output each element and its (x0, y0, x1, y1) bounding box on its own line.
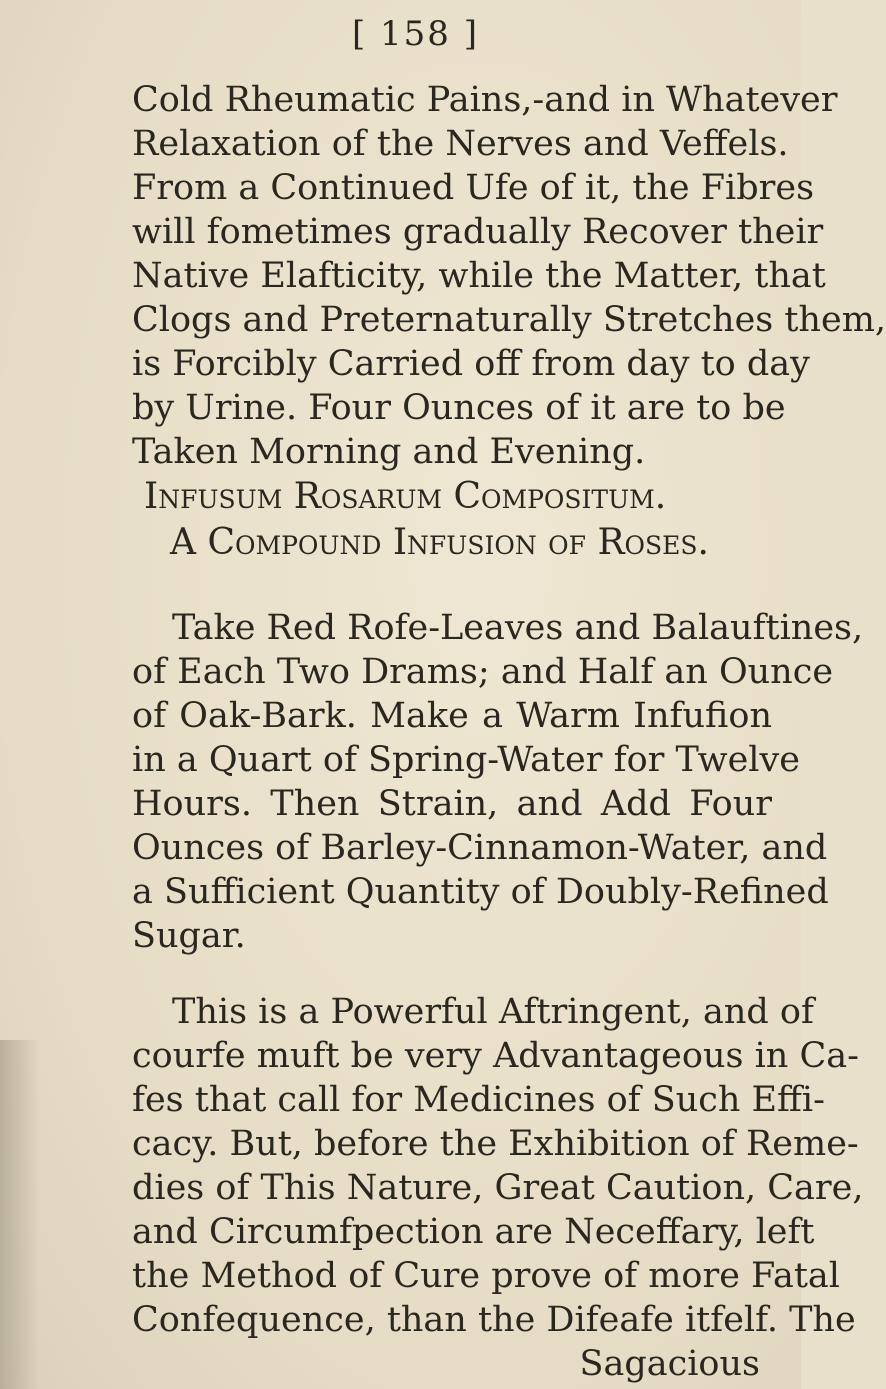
text-line: the Method of Cure prove of more Fatal (132, 1256, 840, 1296)
text-line: Clogs and Preternaturally Stretches them, (132, 300, 886, 340)
text-line: will fometimes gradually Recover their (132, 212, 824, 252)
text-line: of Oak-Bark. Make a Warm Infufion (132, 696, 772, 736)
paragraph-astringent (132, 990, 864, 1386)
text-line: of Each Two Drams; and Half an Ounce (132, 652, 834, 692)
text-line: Taken Morning and Evening. (132, 432, 646, 472)
text-line: and Circumfpection are Neceffary, left (132, 1212, 815, 1252)
text-line: courfe muft be very Advantageous in Ca- (132, 1036, 859, 1076)
text-line: Take Red Rofe-Leaves and Balauftines, (172, 608, 864, 648)
text-line: fes that call for Medicines of Such Effi- (132, 1080, 825, 1120)
paragraph-rheumatic (132, 78, 886, 474)
text-line: Relaxation of the Nerves and Veffels. (132, 124, 789, 164)
paragraph-recipe (132, 606, 864, 958)
text-line: Sugar. (132, 916, 246, 956)
text-line: Hours. Then Strain, and Add Four (132, 784, 772, 824)
text-line: Ounces of Barley-Cinnamon-Water, and (132, 828, 828, 868)
heading-latin: Infusum Rosarum Compositum. (144, 476, 667, 517)
text-line: by Urine. Four Ounces of it are to be (132, 388, 786, 428)
text-line: a Sufficient Quantity of Doubly-Refined (132, 872, 829, 912)
text-line: Native Elafticity, while the Matter, that (132, 256, 826, 296)
text-line: This is a Powerful Aftringent, and of (172, 992, 814, 1032)
heading-english: A Compound Infusion of Roses. (170, 522, 709, 563)
text-line: is Forcibly Carried off from day to day (132, 344, 810, 384)
text-line: cacy. But, before the Exhibition of Reme- (132, 1124, 859, 1164)
text-line: From a Continued Ufe of it, the Fibres (132, 168, 815, 208)
text-line: Cold Rheumatic Pains,-and in Whatever (132, 80, 838, 120)
page-number: [ 158 ] (351, 14, 480, 54)
catchword: Sagacious (579, 1344, 760, 1384)
recipe-heading (130, 474, 770, 566)
text-line: dies of This Nature, Great Caution, Care, (132, 1168, 864, 1208)
text-line: in a Quart of Spring-Water for Twelve (132, 740, 800, 780)
text-line: Confequence, than the Difeafe itfelf. The (132, 1300, 856, 1340)
page-edge-shadow (0, 1040, 40, 1389)
